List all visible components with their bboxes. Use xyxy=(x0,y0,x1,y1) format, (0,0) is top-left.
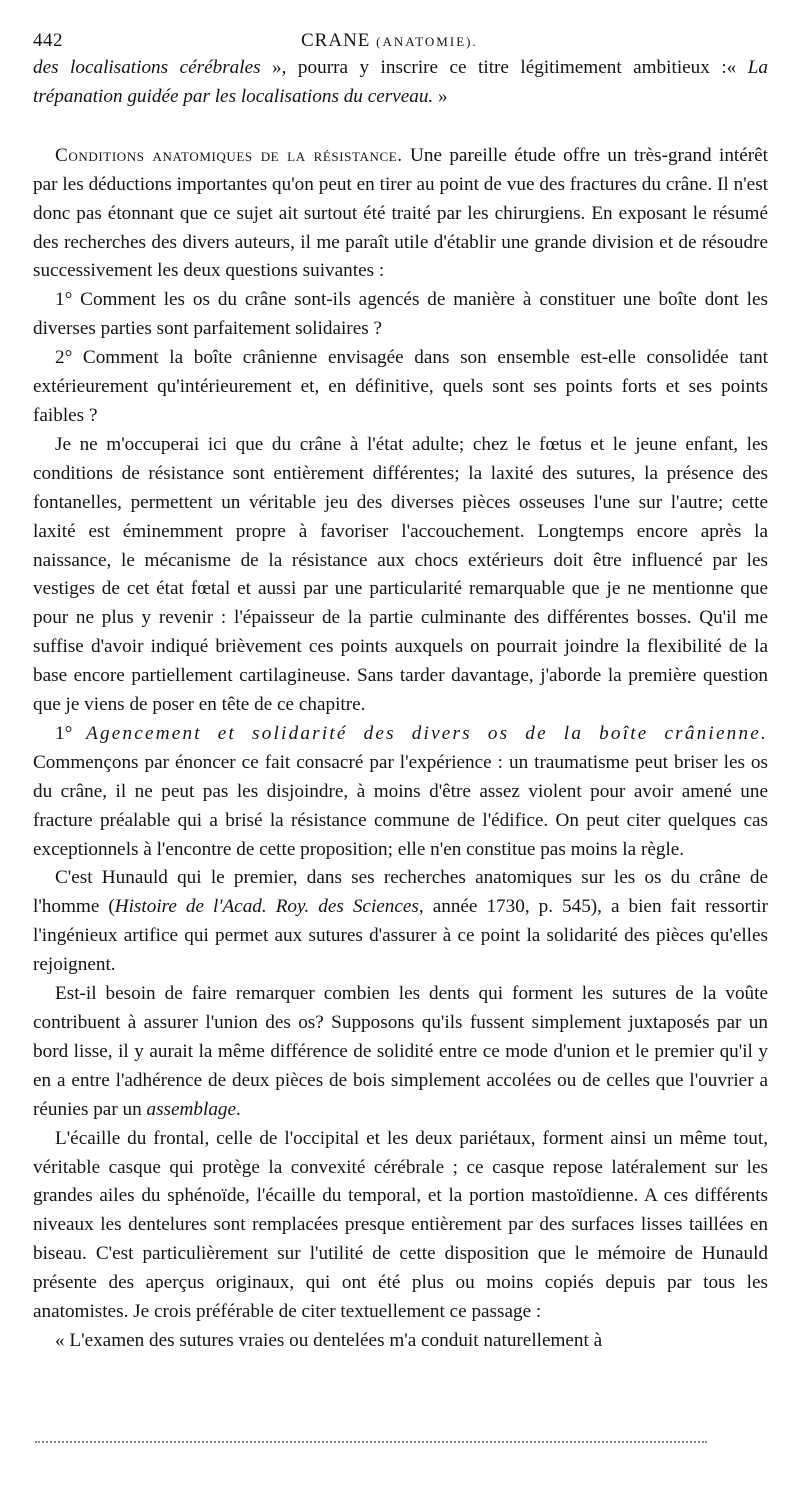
paragraph-hunauld xyxy=(33,864,768,980)
section-resistance-text: Une pareille étude offre un très-grand intérêt par les déductions importantes qu'on peut en tirer au point de vue des fractures du crâne. Il n'est donc pas étonnant que ce sujet ait surtout été traité par les chirurgiens. En exposant le résumé des recherches des divers auteurs, il me paraît utile d'établir une grande division et de résoudre successivement les deux questions suivantes : xyxy=(33,144,768,282)
question-1: 1° Comment les os du crâne sont-ils agencés de manière à constituer une boîte dont les diverses parties sont parfaitement solidaires ? xyxy=(33,289,768,340)
section-agencement-text: Commençons par énoncer ce fait consacré par l'expérience : un traumatisme peut briser les os du crâne, il ne peut pas les disjoindre, à moins d'être assez violent pour avoir amené une fracture préalable qui a brisé la résistance commune de l'édifice. On peut citer quelques cas exceptionnels à l'encontre de cette proposition; elle n'en constitue pas moins la règle. xyxy=(33,751,768,860)
page-body xyxy=(33,28,768,1356)
intro-text-1: », pourra y inscrire ce titre légitimement ambitieux : xyxy=(260,57,727,78)
section-resistance-paragraph xyxy=(33,142,768,287)
hunauld-text-2: , année 1730, p. 545), a bien fait ressortir l'ingénieux artifice qui permet aux sutures d'assurer à ce point la solidarité des pièces qu'elles rejoignent. xyxy=(33,896,768,976)
section-gap xyxy=(33,112,768,142)
footer-dotted-rule xyxy=(35,1441,707,1443)
paragraph-adult-skull: Je ne m'occuperai ici que du crâne à l'état adulte; chez le fœtus et le jeune enfant, les conditions de résistance sont entièrement différentes; la laxité des sutures, la présence des fontanelles, permettent un véritable jeu des diverses pièces osseuses l'une sur l'autre; cette laxité est éminemment propre à favoriser l'accouchement. Longtemps encore après la naissance, le mécanisme de la résistance aux chocs extérieurs doit être influencé par les vestiges de cet état fœtal et aussi par une particularité remarquable que je ne mentionne que pour ne plus y revenir : l'épaisseur de la partie culminante des différentes bosses. Qu'il me suffise d'avoir indiqué brièvement ces points auxquels on pourrait joindre la flexibilité de la base encore partiellement cartilagineuse. Sans tarder davantage, j'aborde la première question que je viens de poser en tête de ce chapitre. xyxy=(33,433,768,716)
section-heading-agencement: Agencement et solidarité des divers os de la boîte crânienne. xyxy=(86,722,768,744)
dents-text-2: . xyxy=(236,1098,241,1120)
section-heading-resistance: Conditions anatomiques de la résistance. xyxy=(55,144,403,166)
running-header xyxy=(33,28,768,54)
paragraph-ecaille: L'écaille du frontal, celle de l'occipital et les deux pariétaux, forment ainsi un même tout, véritable casque qui protège la convexité cérébrale ; ce casque repose latéralement sur les grandes ailes du sphénoïde, l'écaille du temporal, et la portion mastoïdienne. A ces différents niveaux les dentelures sont remplacées presque entièrement par des surfaces lisses taillées en biseau. C'est particulièrement sur l'utilité de cette disposition que le mémoire de Hunauld présente des aperçus originaux, qui ont été plus ou moins copiés depuis par tous les anatomistes. Je crois préférable de citer textuellement ce passage : xyxy=(33,1127,768,1323)
question-2: 2° Comment la boîte crânienne envisagée dans son ensemble est-elle consolidée tant extérieurement qu'intérieurement et, en définitive, quels sont ses points forts et ses points faibles ? xyxy=(33,347,768,426)
hunauld-text-1: C'est Hunauld qui le premier, dans ses recherches anatomiques sur les os du crâne de l'homme ( xyxy=(33,867,768,918)
page-number: 442 xyxy=(33,30,63,51)
paragraph-sutures-teeth xyxy=(33,980,768,1125)
section-agencement-paragraph xyxy=(33,720,768,865)
intro-italic-1: des localisations cérébrales xyxy=(33,57,261,78)
section-agencement-number: 1° xyxy=(55,722,87,744)
intro-text-3: » xyxy=(433,85,448,107)
intro-italic-2: La trépanation guidée par les localisations du cerveau. xyxy=(33,57,768,107)
hunauld-citation: Histoire de l'Acad. Roy. des Sciences xyxy=(114,896,419,918)
intro-text-2: « xyxy=(726,57,748,78)
dents-text-1: Est-il besoin de faire remarquer combien les dents qui forment les sutures de la voûte contribuent à assurer l'union des os? Supposons qu'ils fussent simplement juxtaposés par un bord lisse, il y aurait la même différence de solidité entre ce mode d'union et le premier qu'il y en a entre l'adhérence de deux pièces de bois simplement accolées ou de celles que l'ouvrier a réunies par un xyxy=(33,983,768,1120)
paragraph-quote-start: « L'examen des sutures vraies ou dentelées m'a conduit naturellement à xyxy=(55,1329,603,1351)
running-title xyxy=(301,30,478,52)
running-title-main: CRANE xyxy=(301,30,371,51)
dents-italic-assemblage: assemblage xyxy=(146,1098,237,1120)
running-title-sub: (ANATOMIE). xyxy=(376,34,478,49)
intro-paragraph xyxy=(33,54,768,112)
